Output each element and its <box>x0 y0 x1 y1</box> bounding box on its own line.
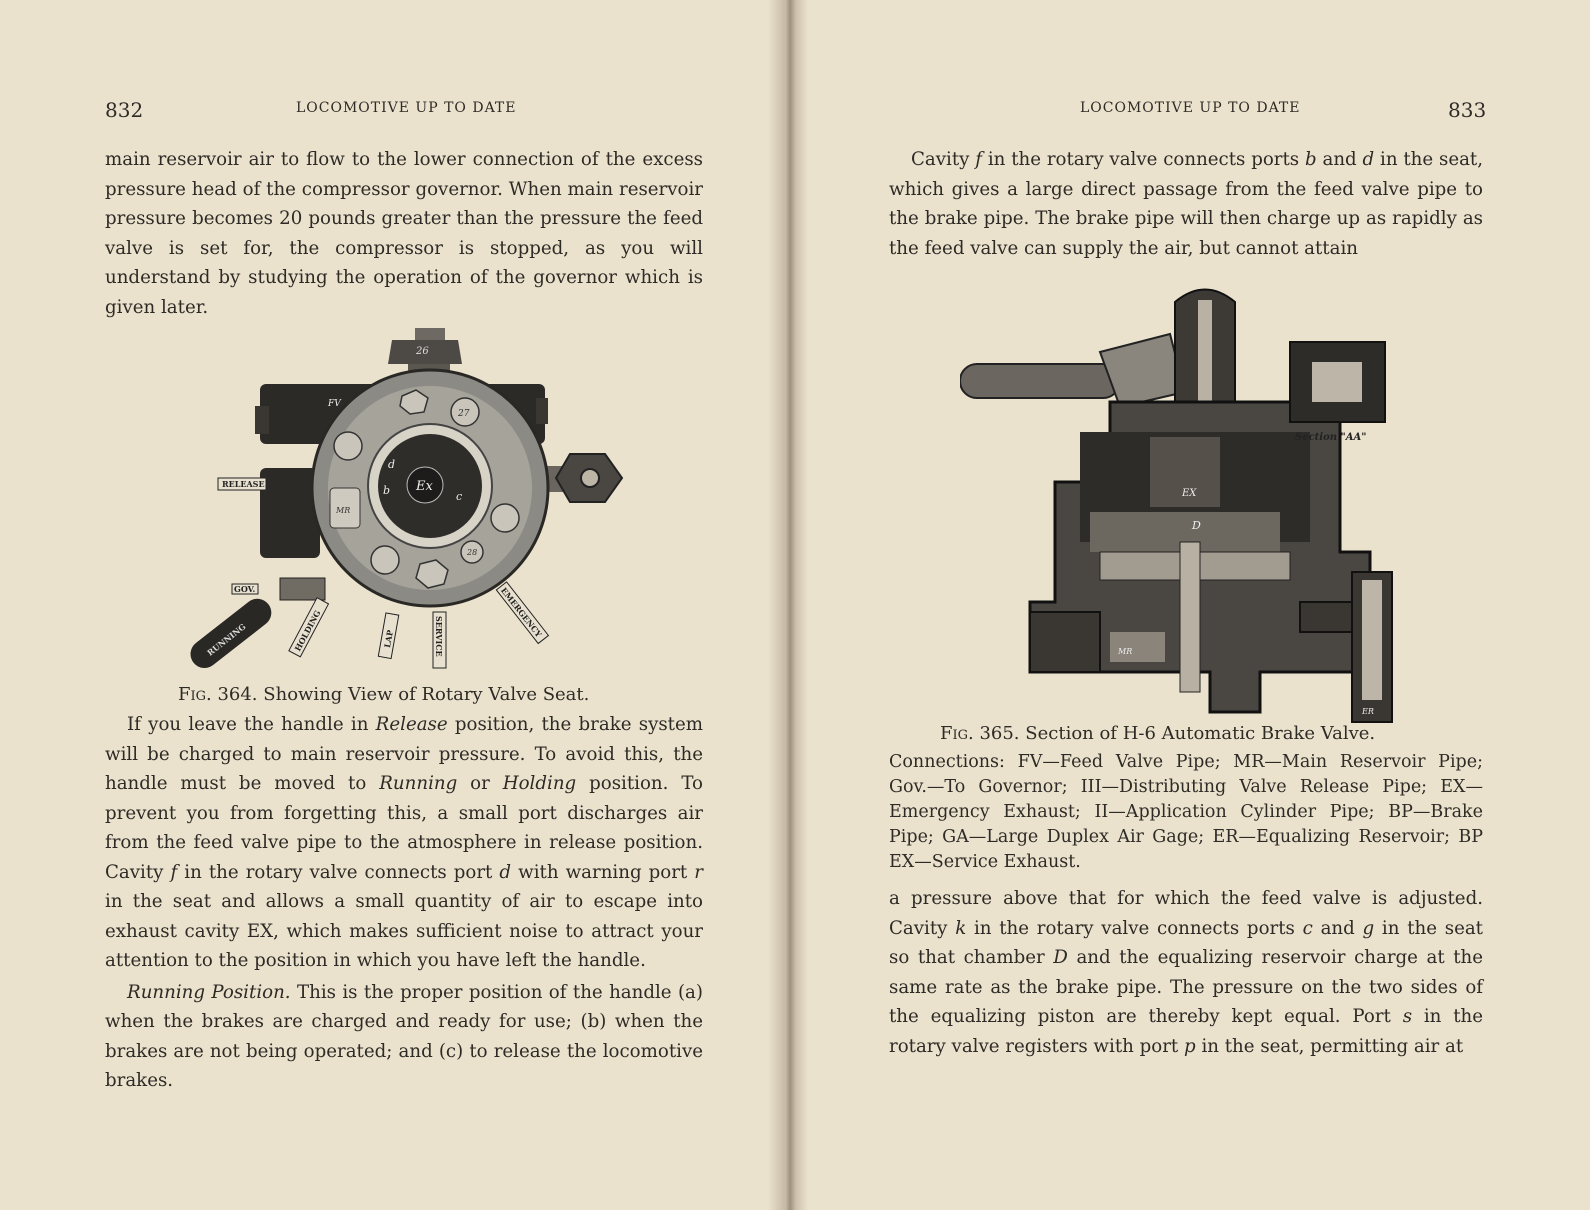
label-26: 26 <box>416 346 429 357</box>
label-ex: Ex <box>416 479 433 494</box>
paragraph <box>889 145 1483 263</box>
figure-title: Section of H-6 Automatic Brake Valve. <box>1025 723 1376 744</box>
running-head: LOCOMOTIVE UP TO DATE <box>1080 100 1301 116</box>
left-page <box>0 0 792 1210</box>
tag-release: RELEASE <box>222 479 265 489</box>
label-mr: MR <box>336 506 351 515</box>
rotary-valve-seat-illustration <box>180 328 630 683</box>
figure-label: Fig. 364. <box>178 684 258 705</box>
figure-365-brake-valve-section <box>960 282 1420 730</box>
label-D: D <box>1192 519 1201 532</box>
tag-running: RUNNING <box>205 621 248 658</box>
label-27: 27 <box>458 409 470 419</box>
connections-head: Connections: <box>889 752 1005 772</box>
tag-gov: GOV. <box>234 584 256 594</box>
figure-label: Fig. 365. <box>940 723 1020 744</box>
right-page <box>792 0 1590 1210</box>
label-mr: MR <box>1118 647 1133 656</box>
paragraph <box>105 145 703 322</box>
label-b: b <box>383 484 391 497</box>
paragraph-text: main reservoir air to flow to the lower connection of the excess pressure head of the compressor governor. When main reservoir pressure becomes 20 pounds greater than the pressure the feed valve is set for, the compressor is stopped, as you will understand by studying the operation of the governor which is given later. <box>105 149 703 318</box>
label-28: 28 <box>467 548 478 557</box>
body-text <box>889 884 1483 1061</box>
figure-title: Showing View of Rotary Valve Seat. <box>263 684 590 705</box>
figure-365-caption <box>940 723 1375 744</box>
figure-364-caption <box>178 684 589 705</box>
running-head: LOCOMOTIVE UP TO DATE <box>296 100 517 116</box>
page-number: 833 <box>1448 98 1487 122</box>
tag-service: SERVICE <box>434 616 444 657</box>
connections-body: FV—Feed Valve Pipe; MR—Main Reservoir Pipe; Gov.—To Governor; III—Distributing Valve Release Pipe; EX—Emergency Exhaust; II—Application Cylinder Pipe; BP—Brake Pipe; GA—Large Duplex Air Gage; ER—Equalizing Reservoir; BP EX—Service Exhaust. <box>889 752 1483 872</box>
paragraph: If you leave the handle in Release position, the brake system will be charged to main reservoir pressure. To avoid this, the handle must be moved to Running or Holding position. To prevent you from forgetting this, a small port discharges air from the feed valve pipe to the atmosphere in release position. Cavity f in the rotary valve connects port d with warning port r in the seat and allows a small quantity of air to escape into exhaust cavity EX, which makes sufficient noise to attract your attention to the position in which you have left the handle. <box>105 714 704 971</box>
page-number: 832 <box>105 98 144 122</box>
section-aa-label: Section "AA" <box>1295 432 1367 443</box>
label-ex: EX <box>1182 488 1197 499</box>
label-er: ER <box>1362 707 1374 716</box>
figure-364-rotary-valve-seat <box>180 328 630 683</box>
body-text <box>105 710 703 1096</box>
label-fv: FV <box>328 399 341 409</box>
tag-holding: HOLDING <box>292 608 323 653</box>
label-c: c <box>456 490 463 503</box>
tag-emergency: EMERGENCY <box>498 585 544 639</box>
paragraph-running-position: Running Position. This is the proper position of the handle (a) when the brakes are charged and ready for use; (b) when the brakes are not being operated; and (c) to release the locomotive brakes. <box>105 981 703 1091</box>
connections-legend <box>889 750 1483 875</box>
label-d: d <box>388 458 396 471</box>
tag-lap: LAP <box>382 629 395 649</box>
brake-valve-section-illustration <box>960 282 1420 730</box>
paragraph-text: Cavity f in the rotary valve connects ports b and d in the seat, which gives a large direct passage from the feed valve pipe to the brake pipe. The brake pipe will then charge up as rapidly as the feed valve can supply the air, but cannot attain <box>889 149 1484 259</box>
paragraph: a pressure above that for which the feed valve is adjusted. Cavity k in the rotary valve connects ports c and g in the seat so that chamber D and the equalizing reservoir charge at the same rate as the brake pipe. The pressure on the two sides of the equalizing piston are thereby kept equal. Port s in the rotary valve registers with port p in the seat, permitting air at <box>889 888 1484 1057</box>
